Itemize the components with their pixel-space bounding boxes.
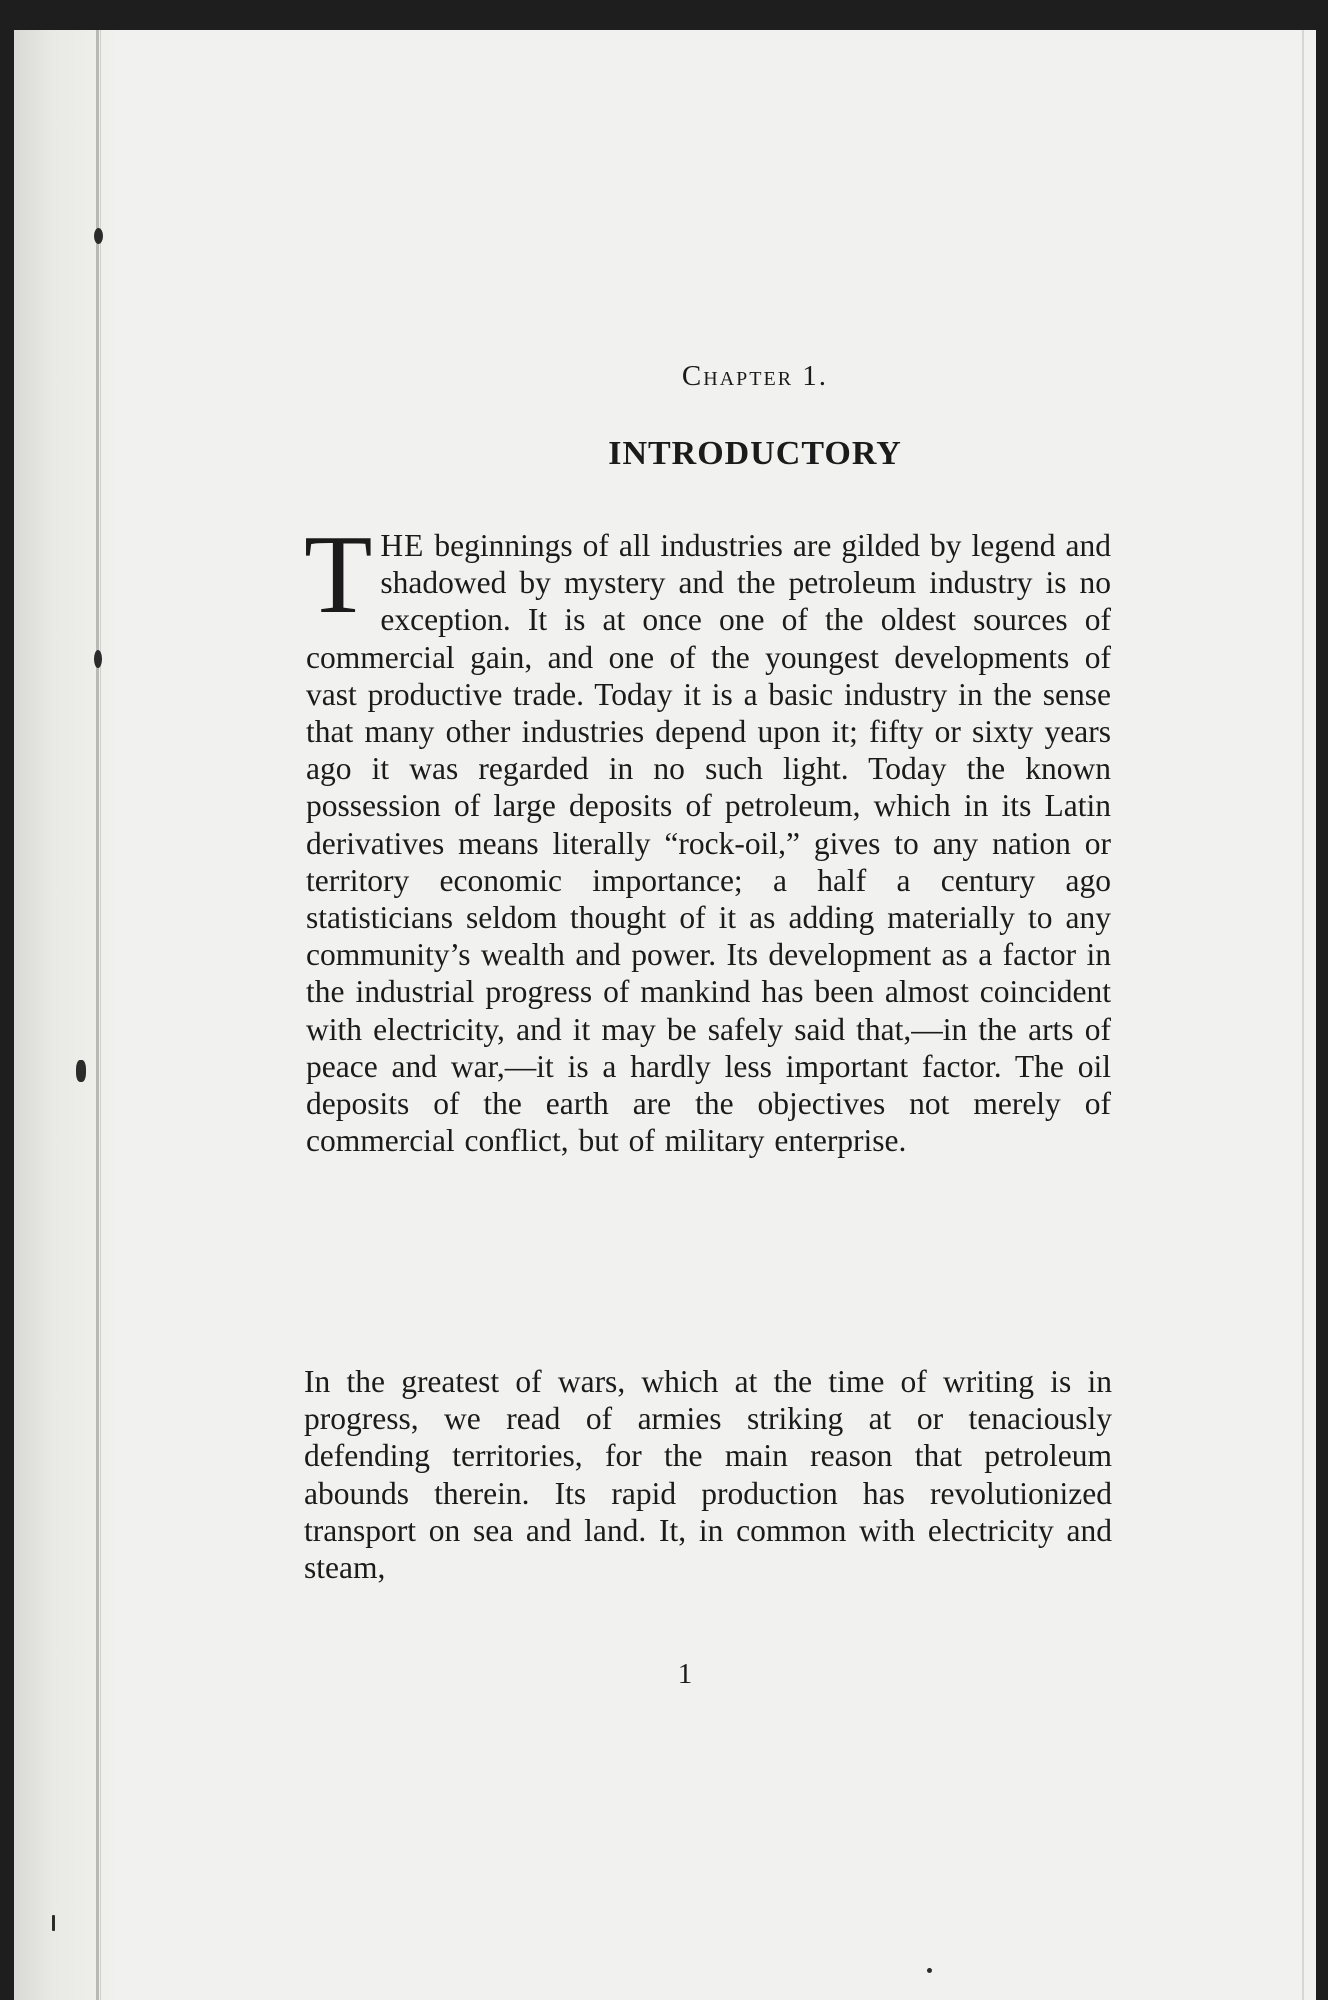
page-number: 1 <box>677 1658 693 1690</box>
chapter-label: Chapter 1. <box>681 360 829 392</box>
chapter-title: INTRODUCTORY <box>608 435 902 472</box>
paragraph-2-text: In the greatest of wars, which at the time of writing is in progress, we read of armies striking at or tenaciously defending territories, for the main reason that petroleum abounds therein. Its rapid production has revolutionized transport on sea and land. It, in common with electricity and steam, <box>304 1364 1112 1586</box>
drop-cap: T <box>304 513 373 637</box>
paragraph-1 <box>304 513 1111 1159</box>
book-page <box>14 30 1316 2000</box>
lead-word: HE <box>380 528 425 563</box>
page-content <box>14 30 1316 2000</box>
paragraph-2 <box>304 1363 1112 1586</box>
paragraph-1-text: beginnings of all industries are gilded by legend and shadowed by mystery and the petroleum industry is no exception. It is at once one of the oldest sources of commercial gain, and one of the youngest developments of vast productive trade. Today it is a basic industry in the sense that many other industries depend upon it; fifty or sixty years ago it was regarded in no such light. Today the known possession of large deposits of petroleum, which in its Latin derivatives means literally “rock-oil,” gives to any nation or territory economic importance; a half a century ago statisticians seldom thought of it as adding materially to any community’s wealth and power. Its development as a factor in the industrial progress of mankind has been almost coincident with electricity, and it may be safely said that,—in the arts of peace and war,—it is a hardly less important factor. The oil deposits of the earth are the objectives not merely of commercial conflict, but of military enterprise. <box>306 528 1111 1159</box>
